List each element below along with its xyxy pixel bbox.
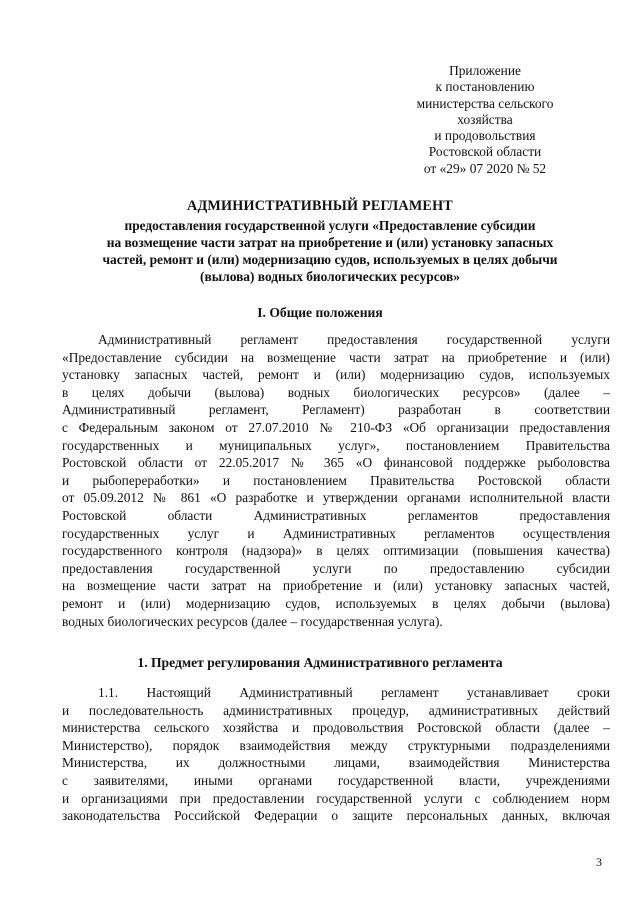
appendix-line: к постановлению <box>435 79 535 95</box>
section-heading-subject: 1. Предмет регулирования Административного регламента <box>137 655 503 670</box>
paragraph-line: 1.1. Настоящий Административный регламент устанавливает сроки <box>98 685 610 700</box>
subtitle-line: (вылова) водных биологических ресурсов» <box>200 269 460 284</box>
paragraph-line: государственных и муниципальных услуг», постановлением Правительства <box>62 437 610 453</box>
paragraph-line: установку запасных частей, ремонт и (или) модернизацию судов, используемых <box>62 367 610 383</box>
paragraph-line: «Предоставление субсидии на возмещение части затрат на приобретение и (или) <box>62 349 610 365</box>
paragraph-line: государственного контроля (надзора)» в целях оптимизации (повышения качества) <box>62 543 610 559</box>
page-number: 3 <box>596 855 602 869</box>
appendix-block <box>380 63 590 177</box>
section-heading-general: I. Общие положения <box>257 305 383 320</box>
paragraph-line: и организациями при предоставлении государственной услуги с соблюдением норм <box>62 790 610 806</box>
appendix-line: Приложение <box>449 63 521 78</box>
appendix-line: министерства сельского <box>416 95 554 111</box>
paragraph-line: Административный регламент предоставления государственной услуги <box>98 332 610 347</box>
paragraph-line: Ростовской области Административных регламентов предоставления <box>62 507 610 523</box>
paragraph-line: предоставления государственной услуги по предоставлению субсидии <box>62 560 610 576</box>
document-subtitle <box>60 217 600 285</box>
paragraph-line: с заявителями, иными органами государственной власти, учреждениями <box>62 772 610 788</box>
paragraph-line: Министерства, их должностными лицами, взаимодействия Министерства <box>62 755 610 771</box>
appendix-line: хозяйства <box>457 111 513 127</box>
appendix-line: Ростовской области <box>428 144 542 160</box>
paragraph-line: в целях добычи (вылова) водных биологических ресурсов» (далее – <box>62 384 610 400</box>
paragraph-line: на возмещение части затрат на приобретение и (или) установку запасных частей, <box>62 578 610 594</box>
subtitle-line: на возмещение части затрат на приобретение и (или) установку запасных <box>106 235 554 250</box>
paragraph-line: законодательства Российской Федерации о защите персональных данных, включая <box>62 808 610 824</box>
paragraph-line: с Федеральным законом от 27.07.2010 № 210-ФЗ «Об организации предоставления <box>62 419 610 435</box>
appendix-line: от «29» 07 2020 № 52 <box>423 160 547 176</box>
paragraph-line: Министерство), порядок взаимодействия между структурными подразделениями <box>62 737 610 753</box>
document-title: АДМИНИСТРАТИВНЫЙ РЕГЛАМЕНТ <box>187 198 453 214</box>
paragraph-line: Ростовской области от 22.05.2017 № 365 «О финансовой поддержке рыболовства <box>62 455 610 471</box>
paragraph-general-provisions <box>62 331 610 630</box>
paragraph-line: государственных услуг и Административных регламентов осуществления <box>62 525 610 541</box>
paragraph-line: ремонт и (или) модернизацию судов, используемых в целях добычи (вылова) <box>62 595 610 611</box>
paragraph-line: министерства сельского хозяйства и продовольствия Ростовской области (далее – <box>62 720 610 736</box>
subtitle-line: частей, ремонт и (или) модернизацию судов, используемых в целях добычи <box>102 252 558 267</box>
paragraph-line: и рыбопереработки» и постановлением Правительства Ростовской области <box>62 472 610 488</box>
paragraph-line: Административный регламент, Регламент) разработан в соответствии <box>62 402 610 418</box>
appendix-line: и продовольствия <box>434 128 536 144</box>
subtitle-line: предоставления государственной услуги «Предоставление субсидии <box>124 218 536 233</box>
paragraph-line: от 05.09.2012 № 861 «О разработке и утверждении органами исполнительной власти <box>62 490 610 506</box>
paragraph-subject-regulation <box>62 684 610 825</box>
paragraph-line: водных биологических ресурсов (далее – государственная услуга). <box>62 613 443 629</box>
paragraph-line: и последовательность административных процедур, административных действий <box>62 702 610 718</box>
